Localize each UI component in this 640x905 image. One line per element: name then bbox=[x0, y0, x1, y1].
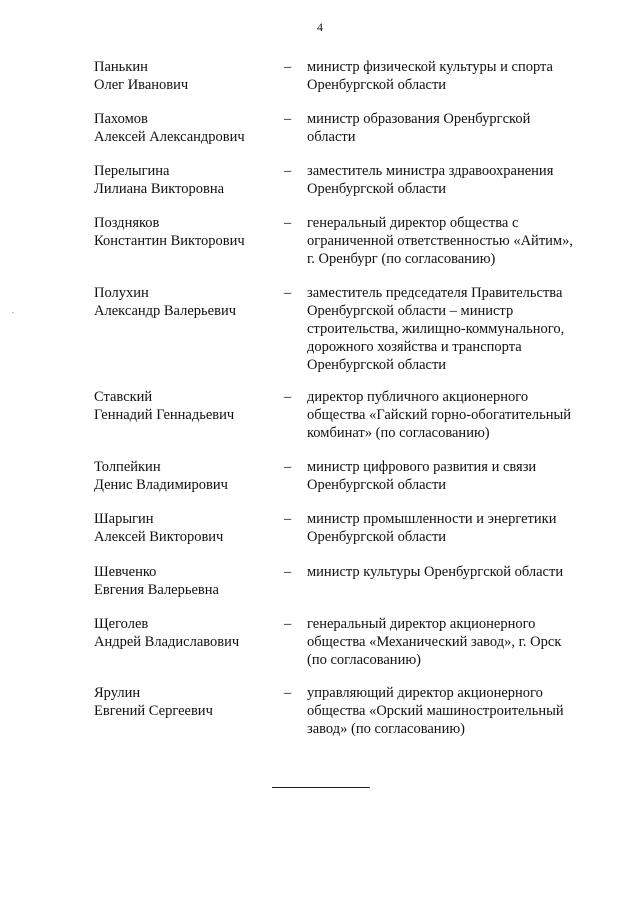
position-line: министр цифрового развития и связи bbox=[307, 459, 537, 475]
member-name bbox=[94, 563, 274, 599]
separator-dash: – bbox=[284, 564, 292, 580]
member-position bbox=[307, 162, 597, 198]
member-last-name: Полухин bbox=[94, 285, 149, 301]
member-first-names: Андрей Владиславович bbox=[94, 634, 240, 650]
separator-dash: – bbox=[284, 59, 292, 75]
position-line: Оренбургской области bbox=[307, 77, 447, 93]
position-line: дорожного хозяйства и транспорта bbox=[307, 339, 522, 355]
member-last-name: Поздняков bbox=[94, 215, 160, 231]
separator-dash: – bbox=[284, 285, 292, 301]
member-last-name: Толпейкин bbox=[94, 459, 161, 475]
member-position bbox=[307, 615, 597, 669]
position-line: г. Оренбург (по согласованию) bbox=[307, 251, 496, 267]
separator-dash: – bbox=[284, 511, 292, 527]
member-position bbox=[307, 284, 597, 374]
separator-dash: – bbox=[284, 215, 292, 231]
position-line: комбинат» (по согласованию) bbox=[307, 425, 490, 441]
member-name bbox=[94, 110, 274, 146]
separator-dash: – bbox=[284, 459, 292, 475]
separator-dash: – bbox=[284, 163, 292, 179]
member-last-name: Пахомов bbox=[94, 111, 148, 127]
member-first-names: Евгений Сергеевич bbox=[94, 703, 213, 719]
position-line: министр культуры Оренбургской области bbox=[307, 564, 564, 580]
member-first-names: Денис Владимирович bbox=[94, 477, 228, 493]
member-name bbox=[94, 284, 274, 320]
member-first-names: Алексей Александрович bbox=[94, 129, 245, 145]
page-number: 4 bbox=[317, 20, 323, 34]
position-line: общества «Механический завод», г. Орск bbox=[307, 634, 562, 650]
member-name bbox=[94, 58, 274, 94]
document-end-line bbox=[272, 787, 370, 788]
position-line: (по согласованию) bbox=[307, 652, 421, 668]
position-line: Оренбургской области – министр bbox=[307, 303, 514, 319]
member-first-names: Геннадий Геннадьевич bbox=[94, 407, 235, 423]
member-last-name: Ярулин bbox=[94, 685, 141, 701]
position-line: министр промышленности и энергетики bbox=[307, 511, 557, 527]
position-line: строительства, жилищно-коммунального, bbox=[307, 321, 565, 337]
separator-dash: – bbox=[284, 389, 292, 405]
position-line: министр физической культуры и спорта bbox=[307, 59, 553, 75]
member-last-name: Перелыгина bbox=[94, 163, 170, 179]
separator-dash: – bbox=[284, 685, 292, 701]
member-position bbox=[307, 388, 597, 442]
member-name bbox=[94, 214, 274, 250]
position-line: области bbox=[307, 129, 356, 145]
position-line: ограниченной ответственностью «Айтим», bbox=[307, 233, 573, 249]
member-position bbox=[307, 214, 597, 268]
position-line: Оренбургской области bbox=[307, 529, 447, 545]
member-last-name: Шевченко bbox=[94, 564, 157, 580]
member-name bbox=[94, 615, 274, 651]
position-line: генеральный директор общества с bbox=[307, 215, 519, 231]
member-first-names: Олег Иванович bbox=[94, 77, 189, 93]
position-line: управляющий директор акционерного bbox=[307, 685, 543, 701]
position-line: заместитель министра здравоохранения bbox=[307, 163, 554, 179]
member-first-names: Алексей Викторович bbox=[94, 529, 224, 545]
position-line: заместитель председателя Правительства bbox=[307, 285, 563, 301]
member-last-name: Щеголев bbox=[94, 616, 149, 632]
member-position bbox=[307, 110, 597, 146]
separator-dash: – bbox=[284, 111, 292, 127]
position-line: Оренбургской области bbox=[307, 181, 447, 197]
separator-dash: – bbox=[284, 616, 292, 632]
position-line: завод» (по согласованию) bbox=[307, 721, 465, 737]
position-line: Оренбургской области bbox=[307, 357, 447, 373]
member-first-names: Константин Викторович bbox=[94, 233, 245, 249]
position-line: общества «Гайский горно-обогатительный bbox=[307, 407, 571, 423]
member-first-names: Александр Валерьевич bbox=[94, 303, 236, 319]
position-line: генеральный директор акционерного bbox=[307, 616, 536, 632]
member-name bbox=[94, 510, 274, 546]
member-last-name: Ставский bbox=[94, 389, 153, 405]
position-line: общества «Орский машиностроительный bbox=[307, 703, 564, 719]
member-first-names: Евгения Валерьевна bbox=[94, 582, 219, 598]
member-name bbox=[94, 162, 274, 198]
position-line: директор публичного акционерного bbox=[307, 389, 529, 405]
member-last-name: Шарыгин bbox=[94, 511, 154, 527]
position-line: министр образования Оренбургской bbox=[307, 111, 531, 127]
margin-speck bbox=[12, 312, 14, 313]
member-name bbox=[94, 388, 274, 424]
member-last-name: Панькин bbox=[94, 59, 148, 75]
position-line: Оренбургской области bbox=[307, 477, 447, 493]
member-position bbox=[307, 563, 597, 581]
member-name bbox=[94, 684, 274, 720]
member-name bbox=[94, 458, 274, 494]
member-position bbox=[307, 684, 597, 738]
member-position bbox=[307, 458, 597, 494]
member-position bbox=[307, 58, 597, 94]
member-position bbox=[307, 510, 597, 546]
member-first-names: Лилиана Викторовна bbox=[94, 181, 225, 197]
